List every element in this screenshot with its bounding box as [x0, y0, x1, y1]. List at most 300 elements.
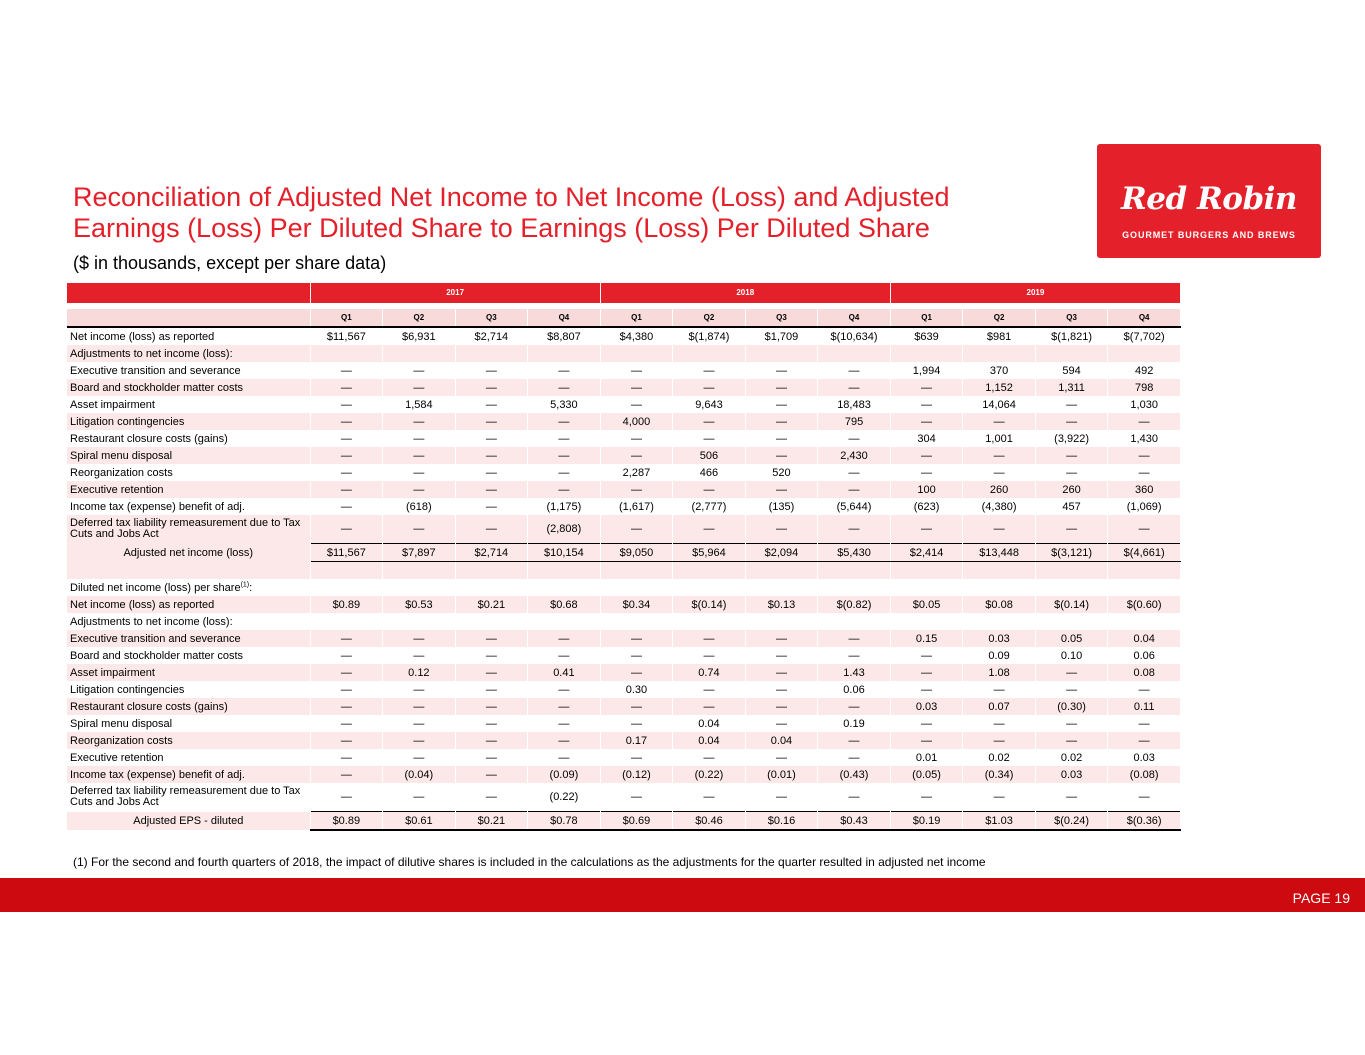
row-value: — [455, 515, 528, 544]
row-value: — [455, 498, 528, 515]
quarter-header-cell: Q4 [528, 309, 601, 327]
row-value: 0.03 [963, 630, 1036, 647]
row-value [1035, 613, 1108, 630]
row-value: — [1108, 515, 1181, 544]
row-value [600, 345, 673, 362]
row-value: — [1035, 396, 1108, 413]
row-value: 1,311 [1035, 379, 1108, 396]
table-row [67, 396, 1181, 413]
row-value [310, 345, 383, 362]
table-row [67, 613, 1181, 630]
row-value: — [745, 681, 818, 698]
row-value: 466 [673, 464, 746, 481]
row-value [890, 345, 963, 362]
row-value: $4,380 [600, 327, 673, 345]
row-value: $(3,121) [1035, 544, 1108, 562]
blank-cell [745, 562, 818, 580]
row-value [963, 345, 1036, 362]
row-value: — [455, 362, 528, 379]
row-value: — [745, 698, 818, 715]
row-value: — [383, 749, 456, 766]
row-value: 0.04 [673, 715, 746, 732]
row-value: — [890, 379, 963, 396]
row-value: — [528, 413, 601, 430]
row-value: $0.78 [528, 812, 601, 831]
row-value: — [528, 698, 601, 715]
row-value: — [963, 447, 1036, 464]
quarter-header-cell: Q3 [455, 309, 528, 327]
row-value: — [455, 430, 528, 447]
row-value: $0.89 [310, 812, 383, 831]
row-value: — [383, 430, 456, 447]
row-value [528, 345, 601, 362]
row-value: — [310, 664, 383, 681]
row-value: $5,964 [673, 544, 746, 562]
row-value: $0.05 [890, 596, 963, 613]
row-value: $0.16 [745, 812, 818, 831]
row-value: — [818, 362, 891, 379]
row-value: (0.22) [528, 783, 601, 812]
row-value: $0.21 [455, 596, 528, 613]
row-value: — [745, 630, 818, 647]
row-label: Spiral menu disposal [67, 715, 310, 732]
row-value: — [600, 515, 673, 544]
row-value: — [673, 698, 746, 715]
blank-cell [528, 562, 601, 580]
quarter-header-cell: Q2 [673, 309, 746, 327]
row-value: (0.04) [383, 766, 456, 783]
row-value: $(0.14) [1035, 596, 1108, 613]
page-number: PAGE 19 [1292, 890, 1350, 906]
row-label: Asset impairment [67, 664, 310, 681]
row-label: Litigation contingencies [67, 413, 310, 430]
row-value: — [745, 447, 818, 464]
blank-cell [67, 562, 310, 580]
row-value: — [600, 447, 673, 464]
row-value: $981 [963, 327, 1036, 345]
row-value: — [310, 379, 383, 396]
row-label: Reorganization costs [67, 464, 310, 481]
row-value: — [890, 396, 963, 413]
row-value: — [310, 749, 383, 766]
row-value: $0.68 [528, 596, 601, 613]
row-value: — [1108, 413, 1181, 430]
row-value: (0.08) [1108, 766, 1181, 783]
row-value: — [455, 396, 528, 413]
blank-cell [1035, 579, 1108, 596]
row-value: — [600, 715, 673, 732]
row-value [383, 613, 456, 630]
row-value: (0.05) [890, 766, 963, 783]
row-value: 1,152 [963, 379, 1036, 396]
row-value: — [818, 515, 891, 544]
row-value: — [310, 396, 383, 413]
quarter-header-cell: Q2 [963, 309, 1036, 327]
row-value: — [1035, 681, 1108, 698]
row-value: — [528, 481, 601, 498]
row-value: — [455, 698, 528, 715]
row-value: — [310, 630, 383, 647]
row-value: $(0.82) [818, 596, 891, 613]
row-value: — [890, 464, 963, 481]
table-row [67, 481, 1181, 498]
quarter-header-row [67, 309, 1181, 327]
eps-header-label [67, 579, 310, 596]
year-header-cell: 2018 [600, 283, 890, 303]
row-value: — [1035, 715, 1108, 732]
row-value: (0.12) [600, 766, 673, 783]
row-value: — [600, 362, 673, 379]
row-value: (1,175) [528, 498, 601, 515]
row-value: — [383, 698, 456, 715]
row-value: — [383, 481, 456, 498]
row-value: — [455, 783, 528, 812]
row-value: $2,094 [745, 544, 818, 562]
row-value: — [383, 715, 456, 732]
row-value: 798 [1108, 379, 1181, 396]
row-value: — [455, 766, 528, 783]
row-value: 506 [673, 447, 746, 464]
row-value: (3,922) [1035, 430, 1108, 447]
row-value: — [310, 515, 383, 544]
quarter-header-cell: Q1 [890, 309, 963, 327]
logo-brand: Red Robin [1121, 181, 1297, 217]
row-value: (2,777) [673, 498, 746, 515]
row-value [745, 345, 818, 362]
row-value: 2,430 [818, 447, 891, 464]
row-value [600, 613, 673, 630]
year-header-cell: 2019 [890, 283, 1180, 303]
row-value: 1,430 [1108, 430, 1181, 447]
row-value: — [528, 715, 601, 732]
row-value: $0.21 [455, 812, 528, 831]
row-value [455, 345, 528, 362]
row-label: Income tax (expense) benefit of adj. [67, 498, 310, 515]
row-value: 370 [963, 362, 1036, 379]
table-row [67, 345, 1181, 362]
row-value: — [890, 715, 963, 732]
row-value: — [745, 481, 818, 498]
row-label: Restaurant closure costs (gains) [67, 698, 310, 715]
row-value: $0.69 [600, 812, 673, 831]
row-value: — [383, 464, 456, 481]
row-value: — [455, 379, 528, 396]
row-value: $10,154 [528, 544, 601, 562]
row-value: — [600, 783, 673, 812]
row-value: $9,050 [600, 544, 673, 562]
row-value: — [383, 379, 456, 396]
row-value: — [600, 698, 673, 715]
table-row [67, 596, 1181, 613]
row-value: (4,380) [963, 498, 1036, 515]
row-value: 0.02 [1035, 749, 1108, 766]
row-value: — [310, 362, 383, 379]
row-value: — [600, 630, 673, 647]
row-value: $2,714 [455, 544, 528, 562]
row-value: 0.10 [1035, 647, 1108, 664]
row-value: — [455, 681, 528, 698]
row-value: — [745, 647, 818, 664]
blank-cell [818, 562, 891, 580]
row-value: 260 [1035, 481, 1108, 498]
row-value: — [310, 715, 383, 732]
row-value: 2,287 [600, 464, 673, 481]
row-value: — [1108, 783, 1181, 812]
quarter-header-blank [67, 309, 310, 327]
row-value: (2,808) [528, 515, 601, 544]
row-value: — [963, 515, 1036, 544]
row-value: 1,001 [963, 430, 1036, 447]
row-value: — [383, 630, 456, 647]
row-value: — [745, 715, 818, 732]
table-row [67, 362, 1181, 379]
row-value: — [600, 430, 673, 447]
quarter-header-cell: Q2 [383, 309, 456, 327]
row-value [818, 345, 891, 362]
row-value: 0.06 [818, 681, 891, 698]
eps-header-suffix: : [249, 581, 253, 594]
row-value: — [528, 647, 601, 664]
page-title [73, 182, 1073, 244]
row-value: — [528, 630, 601, 647]
row-label: Net income (loss) as reported [67, 596, 310, 613]
row-value: 0.08 [1108, 664, 1181, 681]
row-value [890, 613, 963, 630]
row-value: — [673, 362, 746, 379]
adjusted-eps-row [67, 812, 1181, 831]
row-value: 492 [1108, 362, 1181, 379]
row-label: Spiral menu disposal [67, 447, 310, 464]
blank-row [67, 562, 1181, 580]
row-value: — [310, 464, 383, 481]
row-value: $1.03 [963, 812, 1036, 831]
row-value: 1.08 [963, 664, 1036, 681]
row-value: 1,994 [890, 362, 963, 379]
row-value: (1,069) [1108, 498, 1181, 515]
row-value: — [673, 630, 746, 647]
row-value: — [745, 413, 818, 430]
row-value: — [1108, 681, 1181, 698]
row-value: — [890, 681, 963, 698]
row-value: — [1108, 464, 1181, 481]
row-value: $0.89 [310, 596, 383, 613]
row-value: — [673, 379, 746, 396]
row-value: (0.01) [745, 766, 818, 783]
row-value: (623) [890, 498, 963, 515]
row-value: 0.19 [818, 715, 891, 732]
row-value: — [310, 647, 383, 664]
row-value: — [383, 732, 456, 749]
row-value [1108, 613, 1181, 630]
row-value: — [1035, 413, 1108, 430]
table-row [67, 681, 1181, 698]
row-value: $(0.24) [1035, 812, 1108, 831]
row-value: $1,709 [745, 327, 818, 345]
row-label: Executive retention [67, 749, 310, 766]
row-value: — [528, 464, 601, 481]
row-value: — [818, 481, 891, 498]
row-value: 304 [890, 430, 963, 447]
blank-cell [890, 562, 963, 580]
blank-cell [383, 579, 456, 596]
blank-cell [310, 562, 383, 580]
row-value: (0.22) [673, 766, 746, 783]
row-value: 0.04 [1108, 630, 1181, 647]
row-value: — [455, 732, 528, 749]
footnote: (1) For the second and fourth quarters of 2018, the impact of dilutive shares is included in the calculations as the adjustments for the quarter resulted in adjusted net income [73, 855, 986, 869]
row-value: — [528, 430, 601, 447]
reconciliation-table [67, 283, 1181, 831]
row-value: $(0.14) [673, 596, 746, 613]
row-value: — [455, 481, 528, 498]
row-value: — [890, 664, 963, 681]
row-value: — [310, 732, 383, 749]
row-label: Executive retention [67, 481, 310, 498]
blank-cell [383, 562, 456, 580]
row-value: — [673, 413, 746, 430]
blank-cell [963, 579, 1036, 596]
footnote-marker: (1) [240, 580, 250, 588]
row-value: 457 [1035, 498, 1108, 515]
row-value: 520 [745, 464, 818, 481]
row-value: $0.08 [963, 596, 1036, 613]
row-value: — [455, 715, 528, 732]
row-value: — [890, 515, 963, 544]
row-value: — [963, 681, 1036, 698]
table-row [67, 327, 1181, 345]
row-value: — [963, 715, 1036, 732]
year-header-row [67, 283, 1181, 303]
quarter-header-cell: Q4 [1108, 309, 1181, 327]
row-value: $2,414 [890, 544, 963, 562]
row-value: — [1108, 447, 1181, 464]
row-value: — [600, 664, 673, 681]
row-value: — [600, 396, 673, 413]
row-value: — [600, 749, 673, 766]
row-value [963, 613, 1036, 630]
row-value: $(0.60) [1108, 596, 1181, 613]
row-value: — [963, 464, 1036, 481]
blank-cell [1108, 579, 1181, 596]
row-value: — [890, 647, 963, 664]
row-value: — [745, 749, 818, 766]
row-value: — [528, 681, 601, 698]
row-value: 0.17 [600, 732, 673, 749]
row-value: 0.30 [600, 681, 673, 698]
row-value: $8,807 [528, 327, 601, 345]
table-row [67, 783, 1181, 812]
row-value: 0.03 [1108, 749, 1181, 766]
blank-cell [890, 579, 963, 596]
row-value: 795 [818, 413, 891, 430]
row-value [455, 613, 528, 630]
row-label: Restaurant closure costs (gains) [67, 430, 310, 447]
blank-cell [818, 579, 891, 596]
row-value: — [528, 362, 601, 379]
row-value: — [310, 783, 383, 812]
row-value: (0.43) [818, 766, 891, 783]
row-value: 594 [1035, 362, 1108, 379]
row-value: 1,584 [383, 396, 456, 413]
row-value [528, 613, 601, 630]
row-value: $7,897 [383, 544, 456, 562]
row-value [1108, 345, 1181, 362]
row-value: — [383, 413, 456, 430]
row-value: — [890, 413, 963, 430]
row-value: 1,030 [1108, 396, 1181, 413]
row-value: — [673, 681, 746, 698]
row-label: Reorganization costs [67, 732, 310, 749]
table-row [67, 464, 1181, 481]
row-label: Executive transition and severance [67, 630, 310, 647]
row-value: — [600, 647, 673, 664]
table-row [67, 766, 1181, 783]
row-label: Litigation contingencies [67, 681, 310, 698]
row-value: — [818, 647, 891, 664]
row-value: $0.34 [600, 596, 673, 613]
row-value: — [963, 783, 1036, 812]
row-value: — [818, 630, 891, 647]
row-value: $11,567 [310, 544, 383, 562]
row-value: — [383, 681, 456, 698]
row-value: — [745, 515, 818, 544]
row-value [1035, 345, 1108, 362]
row-value: 0.04 [745, 732, 818, 749]
row-value: 14,064 [963, 396, 1036, 413]
table-row [67, 732, 1181, 749]
row-value: — [383, 447, 456, 464]
table-row [67, 715, 1181, 732]
row-label: Income tax (expense) benefit of adj. [67, 766, 310, 783]
quarter-header-cell: Q3 [1035, 309, 1108, 327]
table-row [67, 498, 1181, 515]
row-value: — [383, 647, 456, 664]
row-value: 0.06 [1108, 647, 1181, 664]
row-value: (0.09) [528, 766, 601, 783]
row-value: $0.46 [673, 812, 746, 831]
blank-cell [455, 579, 528, 596]
row-value: $639 [890, 327, 963, 345]
row-value: 9,643 [673, 396, 746, 413]
blank-cell [600, 579, 673, 596]
row-label: Asset impairment [67, 396, 310, 413]
quarter-header-cell: Q3 [745, 309, 818, 327]
row-value: 4,000 [600, 413, 673, 430]
row-value: (618) [383, 498, 456, 515]
row-value: — [1035, 783, 1108, 812]
row-value [673, 345, 746, 362]
blank-cell [600, 562, 673, 580]
row-value: (5,644) [818, 498, 891, 515]
row-value: 0.12 [383, 664, 456, 681]
row-value: — [455, 630, 528, 647]
row-value: 18,483 [818, 396, 891, 413]
row-value: 0.01 [890, 749, 963, 766]
row-value: — [818, 379, 891, 396]
row-value: — [1035, 664, 1108, 681]
row-value: — [383, 783, 456, 812]
row-value [673, 613, 746, 630]
row-value: 0.03 [1035, 766, 1108, 783]
row-value: 360 [1108, 481, 1181, 498]
row-value: — [745, 379, 818, 396]
row-value: — [673, 430, 746, 447]
row-value: $0.53 [383, 596, 456, 613]
row-value: — [528, 749, 601, 766]
row-value: $(7,702) [1108, 327, 1181, 345]
row-value: $0.61 [383, 812, 456, 831]
row-value: 260 [963, 481, 1036, 498]
